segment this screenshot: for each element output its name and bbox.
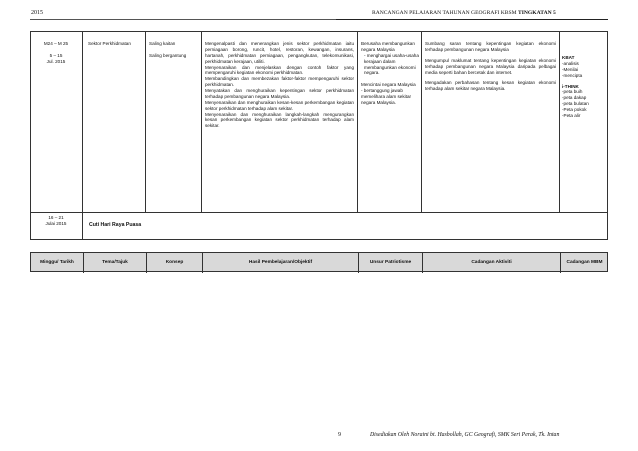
holiday-label: Cuti Hari Raya Puasa [89,222,142,228]
header-activities: Cadangan Aktiviti [422,253,560,273]
holiday-week-month: Julai 2015 [45,220,67,226]
header-title [372,10,556,16]
header-topic: Tema/Tajuk [83,253,146,273]
holiday-week-range: 16 – 21 [48,215,64,220]
ithink-title: i-THINK [562,83,579,89]
outcomes-cell [205,41,354,129]
patriotism-cell [361,41,419,106]
column-divider [82,31,83,240]
column-header-table [30,252,608,272]
patriotism-intro-2: Mencintai negara Malaysia [361,82,416,88]
kbat-item: -Menilai [562,66,579,72]
header-outcomes: Hasil Pembelajaran/Objektif [202,253,358,273]
activities-cell [425,41,556,92]
outcome-item: Menyenaraikan dan menjelaskan dengan contoh faktor yang mempengaruhi kegiatan ekonomi perkhidmatan. [205,64,354,76]
concept-2: Saling bergantung [149,52,187,58]
ithink-item: -Peta alir [562,112,581,118]
activity-item: Mengadakan perbahasan tentang kesan kegiatan ekonomi terhadap alam sekitar negara Malaysia. [425,80,556,92]
outcome-item: Mengenalpasti dan menerangkan jenis sektor perkhidmatan iaitu perniagaan borong, runcit, hotel, restoran, kewangan, insurans, hartanah, perkhidmatan perniagaan, pengangkutan, telekomunikasi, perkhidmatan kerajaan, utiliti. [205,41,354,64]
header-patriotism: Unsur Patriotisme [358,253,422,273]
header-title-prefix: RANCANGAN PELAJARAN TAHUNAN GEOGRAFI KBSM [372,10,518,16]
week-dates: 5 – 15 [49,52,63,58]
mbm-cell [562,55,606,119]
activity-item: Sumbang saran tentang kepentingan kegiatan ekonomi terhadap pembangunan negara Malaysia [425,41,556,52]
patriotism-item: - bertanggung jawab memelihara alam sekitar negara Malaysia. [361,88,412,105]
header-mbm: Cadangan MBM [560,253,608,273]
concept-1: Saling kaitan [149,41,176,46]
topic-text: Sektor Perkhidmatan [88,41,131,46]
holiday-week-cell [32,215,80,227]
outcome-item: Membandingkan dan membezakan faktor-faktor mempengaruhi sektor perkhidmatan. [205,76,354,88]
header-week: Minggu/ Tarikh [40,260,74,266]
outcome-item: Menyenaraikan dan menghuraikan langkah-langkah mengurangkan kesan perkembangan kegiatan sektor perkhidmatan terhadap alam sekitar. [205,111,354,129]
ithink-item: -peta buih [562,89,583,95]
page-number: 9 [338,432,341,438]
kbat-item: -mencipta [562,72,583,78]
week-range: M24 – M 25 [43,41,69,46]
week-cell [32,41,80,65]
week-month: Jul. 2015 [46,58,66,64]
patriotism-item: - menghargai usaha-usaha kerajaan dalam membangunkan ekonomi negara. [364,52,419,76]
activity-item: Mengumpul maklumat tentang kepentingan kegiatan ekonomi terhadap pembangunan negara Malaysia daripada pelbagai media seperti bahan bercetak dan internet. [425,57,556,75]
column-divider [145,31,146,212]
outcome-item: Menyatakan dan menghuraikan kepentingan sektor perkhidmatan terhadap pembangunan negara Malaysia. [205,88,354,99]
header-title-form: TINGKATAN 5 [517,10,556,16]
outcome-item: Menyenaraikan dan menghuraikan kesan-kesan perkembangan kegiatan sektor perkhidmatan terhadap alam sekitar. [205,99,354,111]
kbat-item: -analisis [562,60,579,66]
ithink-item: -peta dakap [562,95,587,101]
column-divider [421,31,422,212]
column-divider [357,31,358,212]
header-year: 2015 [31,10,43,16]
concept-cell [149,41,199,59]
topic-cell [88,41,143,47]
footer-credit: Disediakan Oleh Noraini bt. Hasbollah, GC Geografi, SMK Seri Perak, Tk. Intan [370,432,560,438]
kbat-title: KBAT [562,55,575,60]
row-divider [30,212,608,213]
header-concept: Konsep [146,253,202,273]
ithink-item: -peta bulatan [562,101,589,107]
column-divider [559,31,560,212]
patriotism-intro: Berusaha membangunkan negara Malaysia [361,41,415,52]
column-divider [201,31,202,212]
header-rule-thick [336,19,608,20]
ithink-item: -Peta pokok [562,107,587,112]
